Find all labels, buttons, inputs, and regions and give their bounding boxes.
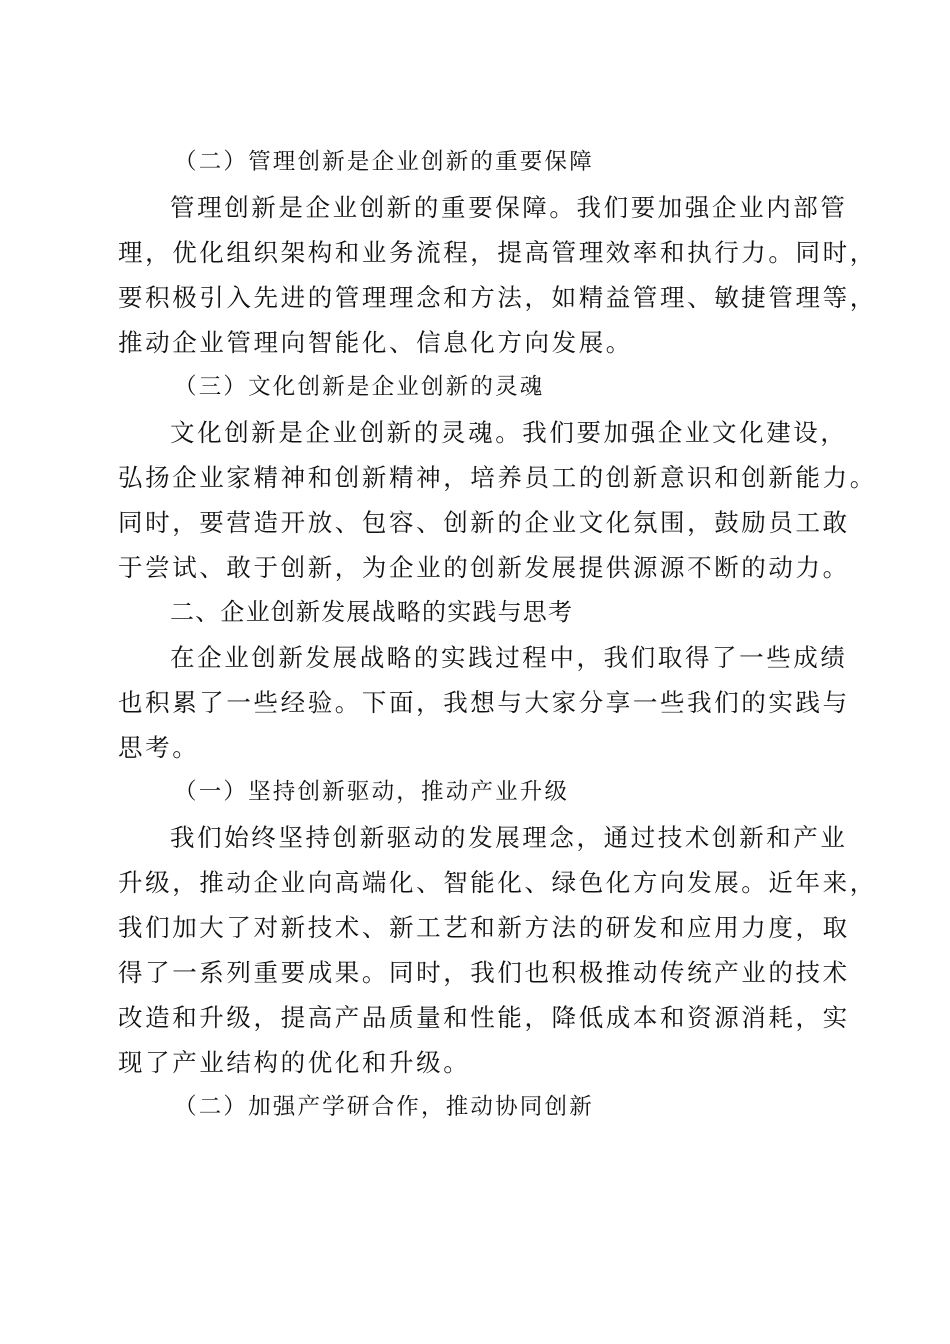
section-heading-culture [118, 365, 838, 410]
paragraph-line: 得了一系列重要成果。同时，我们也积极推动传统产业的技术 [118, 958, 850, 987]
paragraph-line: 弘扬企业家精神和创新精神，培养员工的创新意识和创新能力。 [118, 463, 877, 492]
paragraph-line: 思考。 [118, 733, 200, 762]
paragraph-line: 现了产业结构的优化和升级。 [118, 1048, 471, 1077]
paragraph-line: 于尝试、敢于创新，为企业的创新发展提供源源不断的动力。 [118, 553, 850, 582]
chapter-heading-practice [118, 590, 838, 635]
paragraph-line: 文化创新是企业创新的灵魂。我们要加强企业文化建设， [170, 418, 848, 447]
heading-text: （二）加强产学研合作，推动协同创新 [174, 1094, 594, 1120]
heading-text: 二、企业创新发展战略的实践与思考 [170, 598, 574, 626]
paragraph-line: 我们加大了对新技术、新工艺和新方法的研发和应用力度，取 [118, 913, 850, 942]
paragraph-practice-intro [118, 635, 850, 770]
paragraph-line: 我们始终坚持创新驱动的发展理念，通过技术创新和产业 [170, 823, 848, 852]
paragraph-line: 在企业创新发展战略的实践过程中，我们取得了一些成绩 [170, 643, 848, 672]
paragraph-line: 改造和升级，提高产品质量和性能，降低成本和资源消耗，实 [118, 1003, 850, 1032]
heading-text: （一）坚持创新驱动，推动产业升级 [174, 779, 570, 805]
paragraph-line: 理，优化组织架构和业务流程，提高管理效率和执行力。同时， [118, 238, 877, 267]
section-heading-collaboration [118, 1085, 838, 1130]
paragraph-line: 同时，要营造开放、包容、创新的企业文化氛围，鼓励员工敢 [118, 508, 850, 537]
paragraph-management [118, 185, 877, 365]
paragraph-line: 推动企业管理向智能化、信息化方向发展。 [118, 328, 633, 357]
document-body [118, 140, 877, 1130]
paragraph-innovation-driven [118, 815, 877, 1085]
heading-text: （二）管理创新是企业创新的重要保障 [174, 149, 594, 175]
paragraph-line: 要积极引入先进的管理理念和方法，如精益管理、敏捷管理等， [118, 283, 877, 312]
section-heading-innovation-driven [118, 770, 838, 815]
heading-text: （三）文化创新是企业创新的灵魂 [174, 374, 545, 400]
paragraph-line: 管理创新是企业创新的重要保障。我们要加强企业内部管 [170, 193, 848, 222]
paragraph-line: 也积累了一些经验。下面，我想与大家分享一些我们的实践与 [118, 688, 850, 717]
paragraph-line: 升级，推动企业向高端化、智能化、绿色化方向发展。近年来， [118, 868, 877, 897]
section-heading-management [118, 140, 838, 185]
paragraph-culture [118, 410, 877, 590]
